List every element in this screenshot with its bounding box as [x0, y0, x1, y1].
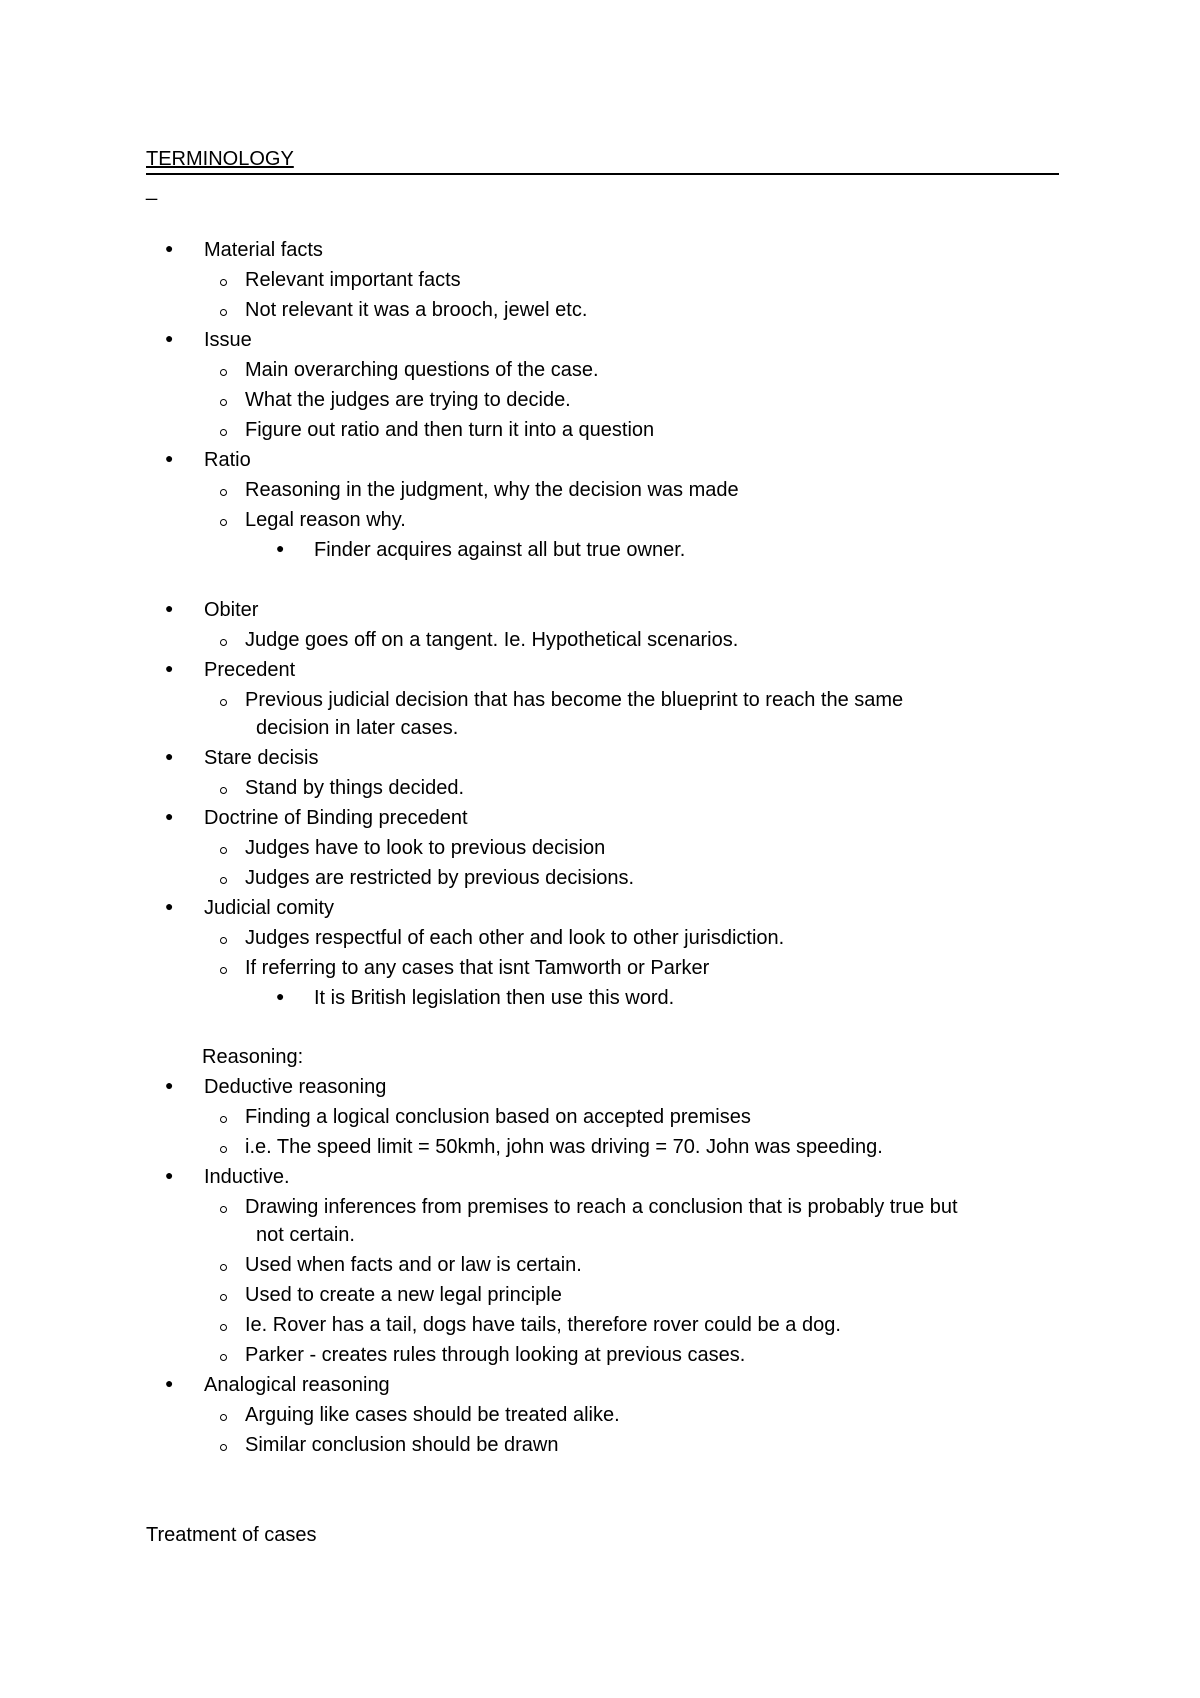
sub-sub-item: Finder acquires against all but true owner.: [314, 539, 686, 561]
hollow-bullet-icon: [220, 399, 227, 406]
sub-item: Drawing inferences from premises to reach a conclusion that is probably true but: [245, 1196, 958, 1218]
sub-item: Similar conclusion should be drawn: [245, 1434, 559, 1456]
sub-item: Stand by things decided.: [245, 777, 465, 799]
hollow-bullet-icon: [220, 1444, 227, 1451]
terminology-heading: TERMINOLOGY: [146, 148, 294, 170]
sub-item: What the judges are trying to decide.: [245, 389, 571, 411]
sub-item: Not relevant it was a brooch, jewel etc.: [245, 299, 588, 321]
hollow-bullet-icon: [220, 279, 227, 286]
list-item-obiter: Obiter: [204, 599, 259, 621]
bullet-icon: ●: [165, 1167, 174, 1183]
reasoning-label: Reasoning:: [202, 1046, 304, 1068]
list-item-precedent: Precedent: [204, 659, 296, 681]
list-item-stare-decisis: Stare decisis: [204, 747, 319, 769]
sub-item: If referring to any cases that isnt Tamworth or Parker: [245, 957, 710, 979]
bullet-icon: ●: [165, 1375, 174, 1391]
bullet-icon: ●: [165, 330, 174, 346]
list-item-deductive: Deductive reasoning: [204, 1076, 387, 1098]
hollow-bullet-icon: [220, 967, 227, 974]
sub-item-continued: decision in later cases.: [256, 717, 459, 739]
hollow-bullet-icon: [220, 309, 227, 316]
hollow-bullet-icon: [220, 1146, 227, 1153]
hollow-bullet-icon: [220, 1354, 227, 1361]
hollow-bullet-icon: [220, 1324, 227, 1331]
bullet-icon: ●: [165, 748, 174, 764]
hollow-bullet-icon: [220, 1414, 227, 1421]
bullet-icon: ●: [165, 808, 174, 824]
list-item-issue: Issue: [204, 329, 252, 351]
hollow-bullet-icon: [220, 639, 227, 646]
hollow-bullet-icon: [220, 429, 227, 436]
list-item-judicial-comity: Judicial comity: [204, 897, 335, 919]
sub-item: Used to create a new legal principle: [245, 1284, 562, 1306]
hollow-bullet-icon: [220, 1206, 227, 1213]
sub-item: Judges are restricted by previous decisions.: [245, 867, 635, 889]
bullet-icon: ●: [276, 988, 285, 1004]
sub-item: Ie. Rover has a tail, dogs have tails, therefore rover could be a dog.: [245, 1314, 841, 1336]
list-item-doctrine: Doctrine of Binding precedent: [204, 807, 468, 829]
sub-item: Judges have to look to previous decision: [245, 837, 606, 859]
terminology-heading-row: [146, 147, 1059, 175]
sub-item: Judge goes off on a tangent. Ie. Hypothetical scenarios.: [245, 629, 739, 651]
sub-item: Relevant important facts: [245, 269, 461, 291]
hollow-bullet-icon: [220, 1294, 227, 1301]
sub-sub-item: It is British legislation then use this word.: [314, 987, 675, 1009]
bullet-icon: ●: [165, 1077, 174, 1093]
sub-item-continued: not certain.: [256, 1224, 355, 1246]
hollow-bullet-icon: [220, 847, 227, 854]
hollow-bullet-icon: [220, 937, 227, 944]
sub-item: Previous judicial decision that has become the blueprint to reach the same: [245, 689, 904, 711]
list-item-analogical: Analogical reasoning: [204, 1374, 390, 1396]
heading-dash: _: [146, 179, 158, 201]
sub-item: Reasoning in the judgment, why the decision was made: [245, 479, 739, 501]
hollow-bullet-icon: [220, 1264, 227, 1271]
list-item-material-facts: Material facts: [204, 239, 323, 261]
hollow-bullet-icon: [220, 877, 227, 884]
sub-item: Figure out ratio and then turn it into a question: [245, 419, 655, 441]
sub-item: Judges respectful of each other and look to other jurisdiction.: [245, 927, 785, 949]
sub-item: Legal reason why.: [245, 509, 406, 531]
section-heading-treatment: Treatment of cases: [146, 1524, 317, 1546]
bullet-icon: ●: [165, 450, 174, 466]
bullet-icon: ●: [165, 898, 174, 914]
sub-item: Finding a logical conclusion based on accepted premises: [245, 1106, 751, 1128]
list-item-ratio: Ratio: [204, 449, 251, 471]
hollow-bullet-icon: [220, 369, 227, 376]
sub-item: i.e. The speed limit = 50kmh, john was driving = 70. John was speeding.: [245, 1136, 883, 1158]
hollow-bullet-icon: [220, 1116, 227, 1123]
bullet-icon: ●: [276, 540, 285, 556]
bullet-icon: ●: [165, 660, 174, 676]
hollow-bullet-icon: [220, 519, 227, 526]
bullet-icon: ●: [165, 600, 174, 616]
sub-item: Parker - creates rules through looking at previous cases.: [245, 1344, 746, 1366]
hollow-bullet-icon: [220, 489, 227, 496]
sub-item: Arguing like cases should be treated alike.: [245, 1404, 620, 1426]
bullet-icon: ●: [165, 240, 174, 256]
hollow-bullet-icon: [220, 699, 227, 706]
sub-item: Main overarching questions of the case.: [245, 359, 599, 381]
sub-item: Used when facts and or law is certain.: [245, 1254, 582, 1276]
hollow-bullet-icon: [220, 787, 227, 794]
list-item-inductive: Inductive.: [204, 1166, 290, 1188]
